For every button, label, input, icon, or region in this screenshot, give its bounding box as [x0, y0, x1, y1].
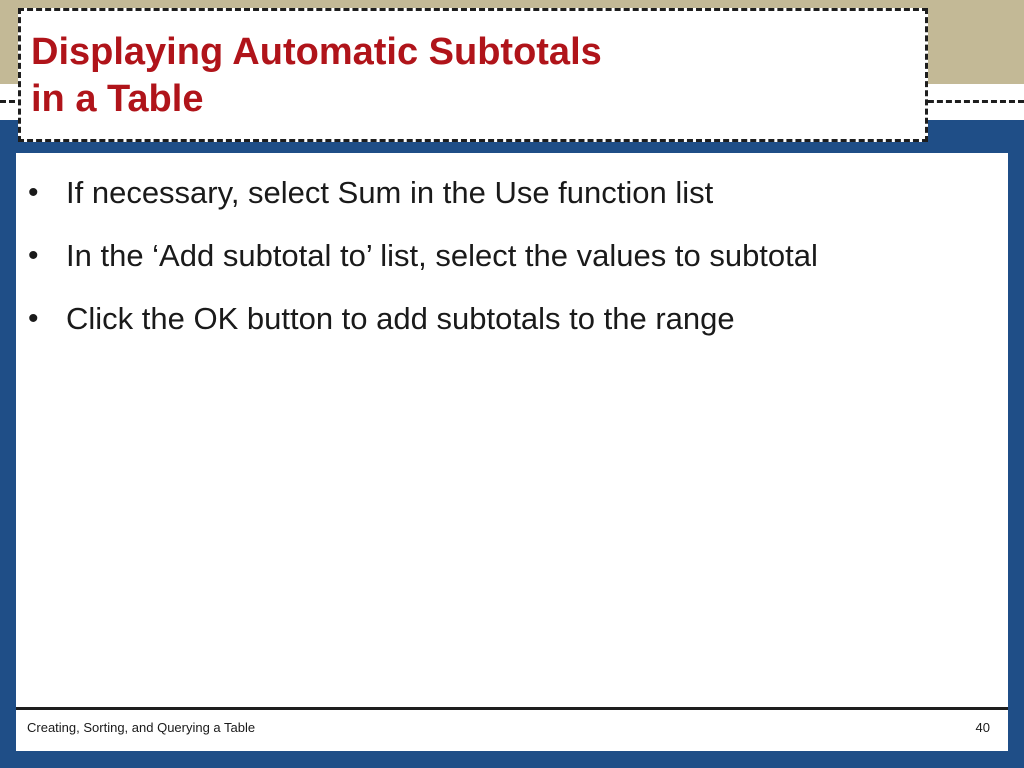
bullet-list — [26, 166, 986, 355]
bullet-text: Click the OK button to add subtotals to the range — [66, 301, 735, 336]
slide-title-line-2: in a Table — [31, 78, 204, 120]
bullet-item — [26, 292, 986, 345]
footer-caption: Creating, Sorting, and Querying a Table — [27, 720, 256, 735]
bullet-marker: • — [28, 302, 39, 335]
bullet-marker: • — [28, 239, 39, 272]
bullet-item — [26, 229, 986, 282]
bullet-item — [26, 166, 986, 219]
bullet-text: In the ‘Add subtotal to’ list, select the values to subtotal — [66, 238, 818, 273]
slide-title — [31, 29, 925, 123]
slide-title-line-1: Displaying Automatic Subtotals — [31, 31, 602, 73]
slide-footer — [16, 707, 1008, 751]
bullet-text: If necessary, select Sum in the Use function list — [66, 175, 714, 210]
page-number: 40 — [975, 720, 990, 735]
bullet-marker: • — [28, 176, 39, 209]
slide-title-box — [18, 8, 928, 142]
